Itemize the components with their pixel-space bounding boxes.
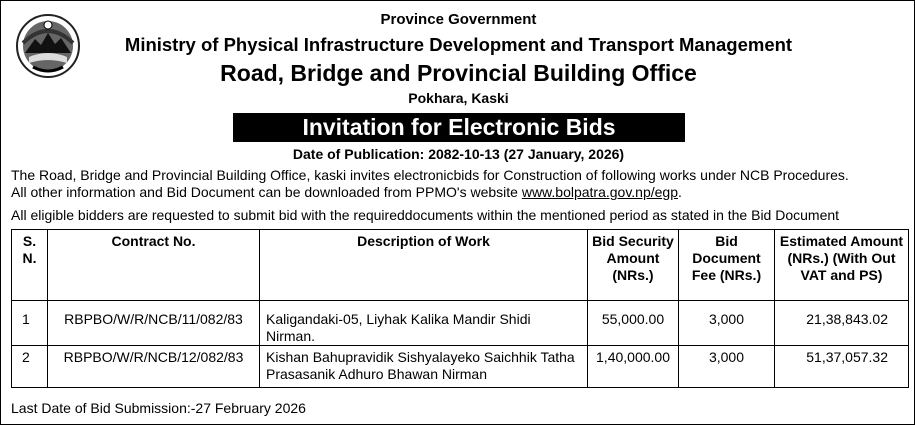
cell-sn xyxy=(12,346,48,388)
sn-value: 1 xyxy=(22,311,30,327)
cell-contract xyxy=(48,301,260,346)
estimate-value: 21,38,843.02 xyxy=(806,311,888,327)
cell-security xyxy=(588,301,679,346)
description-value: Kaligandaki-05, Liyhak Kalika Mandir Shidi Nirman. xyxy=(266,311,531,344)
cell-security xyxy=(588,346,679,388)
contract-value: RBPBO/W/R/NCB/12/082/83 xyxy=(63,349,244,365)
office-heading: Road, Bridge and Provincial Building Office xyxy=(220,60,697,86)
cell-fee xyxy=(679,346,775,388)
cell-description xyxy=(260,301,588,346)
security-value: 1,40,000.00 xyxy=(596,349,670,365)
fee-value: 3,000 xyxy=(708,349,745,365)
cell-estimate xyxy=(775,346,909,388)
last-submission-date: Last Date of Bid Submission:-27 February 2026 xyxy=(11,400,306,416)
download-text: All other information and Bid Document can be downloaded from PPMO's website xyxy=(11,184,522,200)
table-header-row xyxy=(12,230,909,301)
header-document-fee: Bid Document Fee (NRs.) xyxy=(679,230,775,301)
ppmo-website-link[interactable]: www.bolpatra.gov.np/egp xyxy=(521,184,679,200)
fee-value: 3,000 xyxy=(708,311,745,327)
security-value: 55,000.00 xyxy=(601,311,665,327)
invitation-banner: Invitation for Electronic Bids xyxy=(233,113,685,142)
table-row xyxy=(12,346,909,388)
bids-table xyxy=(11,229,909,388)
ministry-heading: Ministry of Physical Infrastructure Development and Transport Management xyxy=(124,34,793,55)
eligibility-paragraph: All eligible bidders are requested to submit bid with the requireddocuments within the mentioned period as stated in the Bid Document xyxy=(11,207,840,223)
sn-value: 2 xyxy=(22,349,30,365)
invitation-line-2 xyxy=(11,184,911,201)
period: . xyxy=(678,184,682,200)
cell-contract xyxy=(48,346,260,388)
invitation-line-1: The Road, Bridge and Provincial Building Office, kaski invites electronicbids for Construction of following works under NCB Procedures. xyxy=(11,167,849,183)
header-description: Description of Work xyxy=(260,230,588,301)
publication-date: Date of Publication: 2082-10-13 (27 January, 2026) xyxy=(292,146,625,162)
header-bid-security: Bid Security Amount (NRs.) xyxy=(588,230,679,301)
location-heading: Pokhara, Kaski xyxy=(408,90,509,106)
cell-estimate xyxy=(775,301,909,346)
cell-fee xyxy=(679,301,775,346)
header-sn: S. N. xyxy=(12,230,48,301)
description-value: Kishan Bahupravidik Sishyalayeko Saichhik Tatha Prasasanik Adhuro Bhawan Nirman xyxy=(266,349,575,382)
province-government-heading: Province Government xyxy=(380,11,537,28)
header-contract-no: Contract No. xyxy=(48,230,260,301)
cell-sn xyxy=(12,301,48,346)
estimate-value: 51,37,057.32 xyxy=(806,349,888,365)
table-row xyxy=(12,301,909,346)
contract-value: RBPBO/W/R/NCB/11/082/83 xyxy=(64,311,243,327)
cell-description xyxy=(260,346,588,388)
invitation-paragraph xyxy=(11,167,911,201)
header-estimated-amount: Estimated Amount (NRs.) (With Out VAT and PS) xyxy=(775,230,909,301)
